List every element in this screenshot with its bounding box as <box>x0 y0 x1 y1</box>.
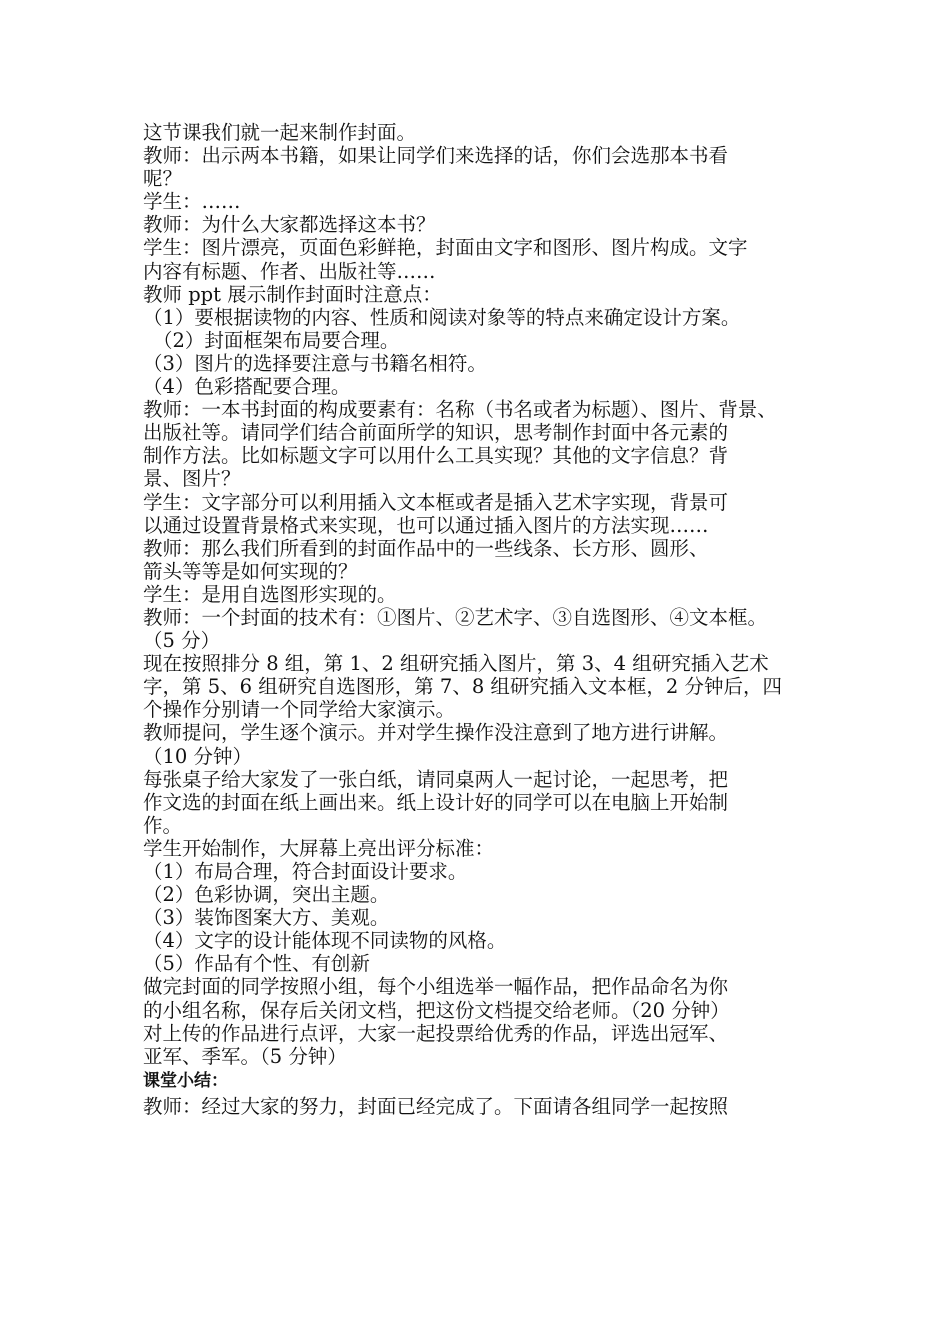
list-item: （3）装饰图案大方、美观。 <box>143 906 390 930</box>
text-line: 教师：一本书封面的构成要素有：名称（书名或者为标题）、图片、背景、 <box>143 398 777 422</box>
text-line: 呢？ <box>143 167 183 191</box>
text-line: 每张桌子给大家发了一张白纸，请同桌两人一起讨论，一起思考，把 <box>143 767 729 791</box>
text-line: 个操作分别请一个同学给大家演示。 <box>143 698 456 722</box>
text-line: 教师：一个封面的技术有：①图片、②艺术字、③自选图形、④文本框。 <box>143 605 768 629</box>
list-item: （5）作品有个性、有创新 <box>143 952 370 976</box>
text-line: 字，第 5、6 组研究自选图形，第 7、8 组研究插入文本框，2 分钟后，四 <box>143 675 783 699</box>
text-line: 教师提问，学生逐个演示。并对学生操作没注意到了地方进行讲解。 <box>143 721 729 745</box>
text-line: 做完封面的同学按照小组，每个小组选举一幅作品，把作品命名为你 <box>143 975 729 999</box>
text-line: 作。 <box>143 813 183 837</box>
text-line: 教师：为什么大家都选择这本书？ <box>143 213 436 237</box>
text-line: 制作方法。比如标题文字可以用什么工具实现？其他的文字信息？背 <box>143 444 729 468</box>
text-line: 箭头等等是如何实现的？ <box>143 559 358 583</box>
list-item: （3）图片的选择要注意与书籍名相符。 <box>143 351 487 375</box>
section-heading: 课堂小结： <box>143 1070 228 1091</box>
text-line: 的小组名称，保存后关闭文档，把这份文档提交给老师。（20 分钟） <box>143 998 730 1022</box>
text-line: 内容有标题、作者、出版社等…… <box>143 259 436 283</box>
text-line: 出版社等。请同学们结合前面所学的知识，思考制作封面中各元素的 <box>143 421 729 445</box>
text-line: 教师：经过大家的努力，封面已经完成了。下面请各组同学一起按照 <box>143 1094 729 1118</box>
text-line: 作文选的封面在纸上画出来。纸上设计好的同学可以在电脑上开始制 <box>143 790 729 814</box>
text-line: 现在按照排分 8 组，第 1、2 组研究插入图片，第 3、4 组研究插入艺术 <box>143 652 769 676</box>
list-item: （2）封面框架布局要合理。 <box>153 328 400 352</box>
text-line: 学生：文字部分可以利用插入文本框或者是插入艺术字实现，背景可 <box>143 490 729 514</box>
list-item: （1）要根据读物的内容、性质和阅读对象等的特点来确定设计方案。 <box>143 305 741 329</box>
list-item: （4）文字的设计能体现不同读物的风格。 <box>143 929 507 953</box>
list-item: （1）布局合理，符合封面设计要求。 <box>143 860 468 883</box>
list-item: （4）色彩搭配要合理。 <box>143 375 351 399</box>
text-line: （10 分钟） <box>143 744 253 768</box>
text-line: 教师：那么我们所看到的封面作品中的一些线条、长方形、圆形、 <box>143 536 709 560</box>
text-line: 学生：图片漂亮，页面色彩鲜艳，封面由文字和图形、图片构成。文字 <box>143 236 748 260</box>
text-line: 学生：是用自选图形实现的。 <box>143 582 397 606</box>
text-line: （5 分） <box>143 629 221 653</box>
text-line: 教师：出示两本书籍，如果让同学们来选择的话，你们会选那本书看 <box>143 144 729 168</box>
text-line: 学生：…… <box>143 190 241 214</box>
list-item: （2）色彩协调，突出主题。 <box>143 883 390 907</box>
document-body <box>143 121 823 1118</box>
text-line: 对上传的作品进行点评，大家一起投票给优秀的作品，评选出冠军、 <box>143 1021 729 1045</box>
text-line: 景、图片？ <box>143 467 241 491</box>
text-line: 亚军、季军。（5 分钟） <box>143 1044 347 1068</box>
text-line: 教师 ppt 展示制作封面时注意点： <box>143 282 442 306</box>
text-line: 这节课我们就一起来制作封面。 <box>143 121 417 144</box>
text-line: 以通过设置背景格式来实现，也可以通过插入图片的方法实现…… <box>143 513 709 537</box>
text-line: 学生开始制作，大屏幕上亮出评分标准： <box>143 836 495 860</box>
